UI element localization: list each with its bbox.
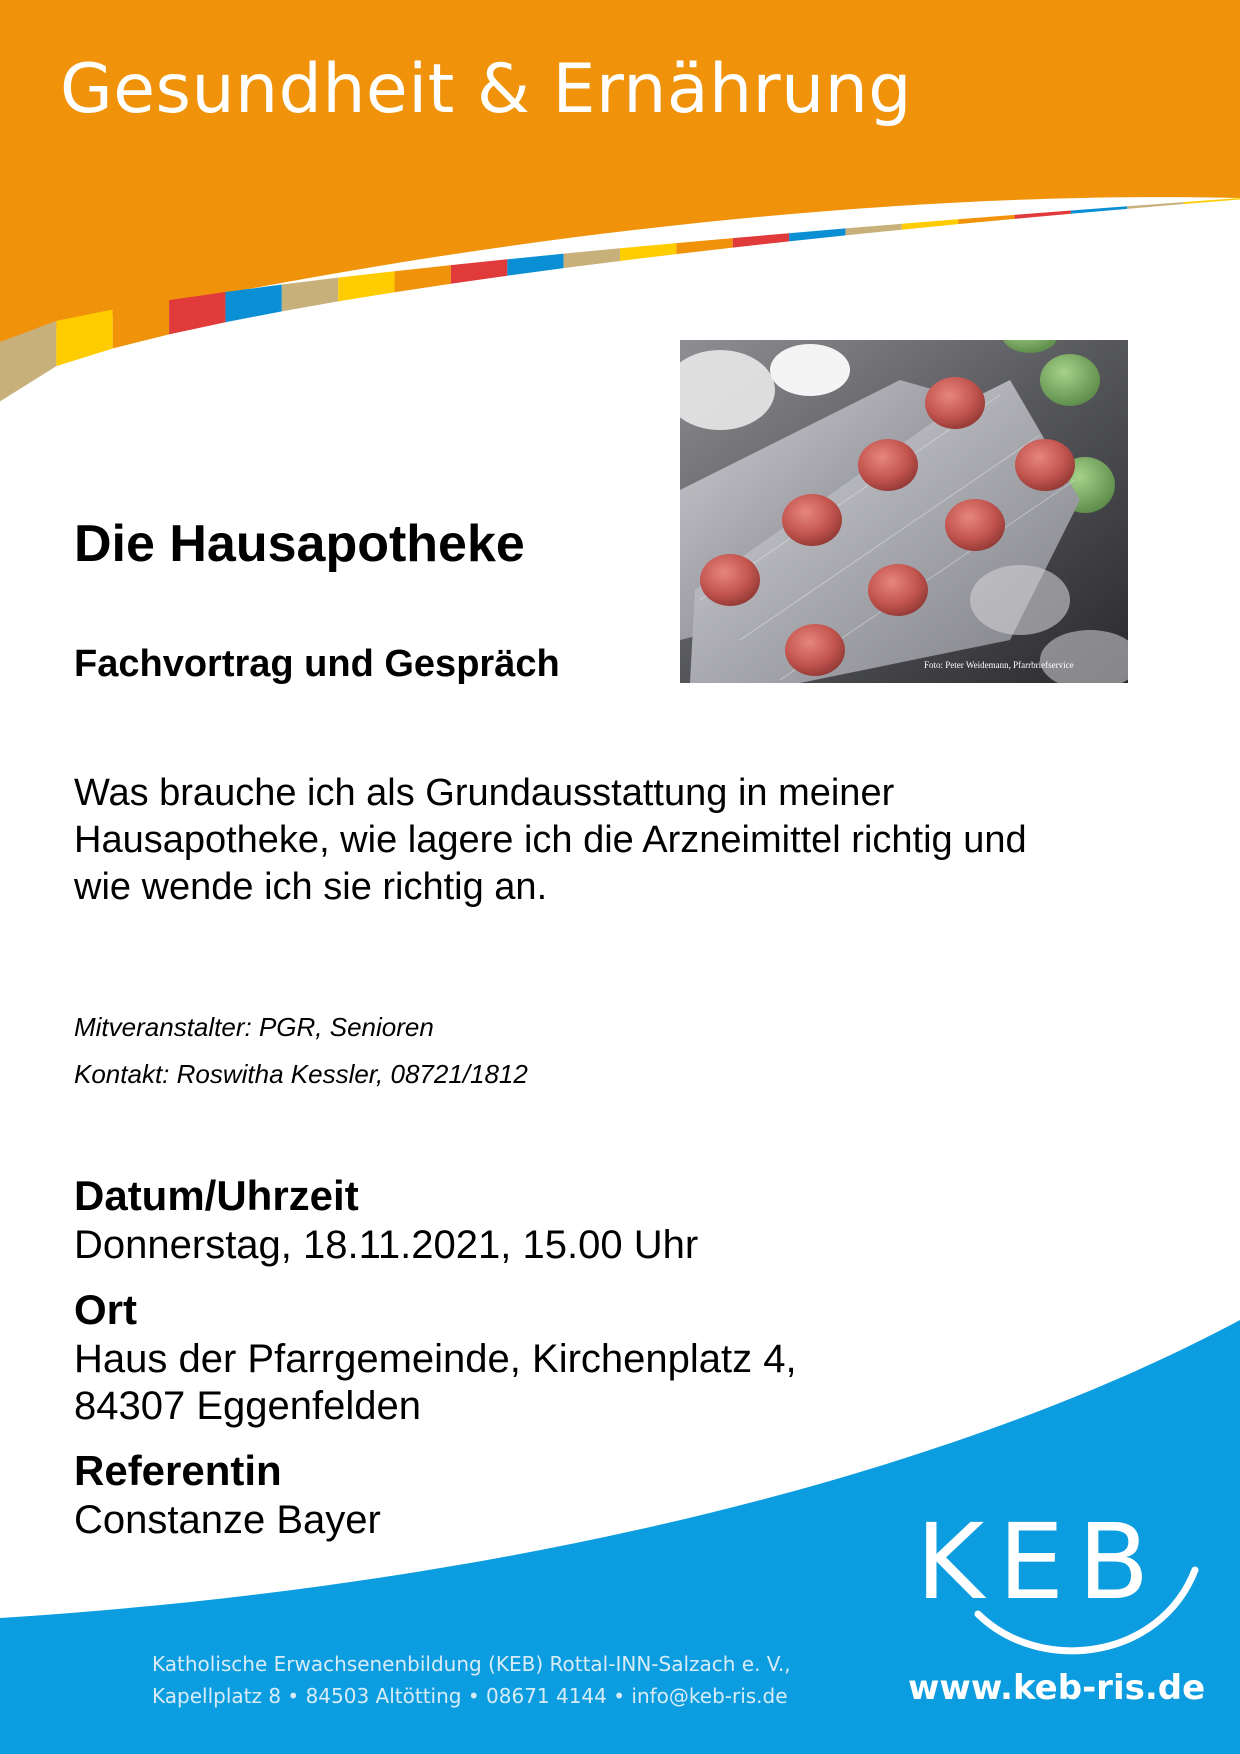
stripe-segment [451, 259, 507, 283]
date-value: Donnerstag, 18.11.2021, 15.00 Uhr [74, 1223, 699, 1267]
co-organizer: Mitveranstalter: PGR, Senioren [74, 1012, 434, 1042]
stripe-segment [1184, 198, 1240, 204]
stripe-segment [902, 219, 958, 229]
description-line: Hausapotheke, wie lagere ich die Arzneimittel richtig und [74, 819, 1027, 861]
stripe-segment [282, 278, 338, 312]
stripe-segment [958, 215, 1014, 224]
photo-credit: Foto: Peter Weidemann, Pfarrbriefservice [924, 660, 1074, 670]
stripe-segment [338, 271, 394, 301]
keb-logo [910, 1500, 1210, 1660]
footer-org-line-1: Katholische Erwachsenenbildung (KEB) Rottal-INN-Salzach e. V., [152, 1652, 791, 1676]
stripe-segment [564, 248, 620, 268]
stripe-segment [676, 238, 732, 254]
description-line: Was brauche ich als Grundausstattung in meiner [74, 772, 895, 814]
website-link[interactable]: www.keb-ris.de [908, 1668, 1206, 1708]
stripe-segment [395, 265, 451, 292]
stripe-segment [1015, 211, 1071, 219]
event-title: Die Hausapotheke [74, 515, 525, 573]
stripe-segment [789, 228, 845, 241]
stripe-segment [733, 233, 789, 247]
stripe-segment [1071, 206, 1127, 213]
pills-photo [680, 340, 1128, 683]
stripe-segment [620, 243, 676, 261]
speaker-value: Constanze Bayer [74, 1498, 381, 1542]
footer-org-line-2: Kapellplatz 8 • 84503 Altötting • 08671 4144 • info@keb-ris.de [152, 1684, 788, 1708]
keb-logo-text: KEB [916, 1501, 1164, 1623]
speaker-label: Referentin [74, 1447, 282, 1494]
contact-info: Kontakt: Roswitha Kessler, 08721/1812 [74, 1059, 528, 1089]
place-line-1: Haus der Pfarrgemeinde, Kirchenplatz 4, [74, 1337, 797, 1381]
date-label: Datum/Uhrzeit [74, 1172, 359, 1219]
place-label: Ort [74, 1286, 137, 1333]
event-subtitle: Fachvortrag und Gespräch [74, 643, 560, 685]
section-title: Gesundheit & Ernährung [60, 50, 912, 129]
event-description [74, 770, 1154, 911]
description-line: wie wende ich sie richtig an. [74, 866, 548, 908]
stripe-segment [1127, 202, 1183, 209]
place-line-2: 84307 Eggenfelden [74, 1384, 421, 1428]
stripe-segment [845, 224, 901, 236]
stripe-segment [507, 254, 563, 276]
